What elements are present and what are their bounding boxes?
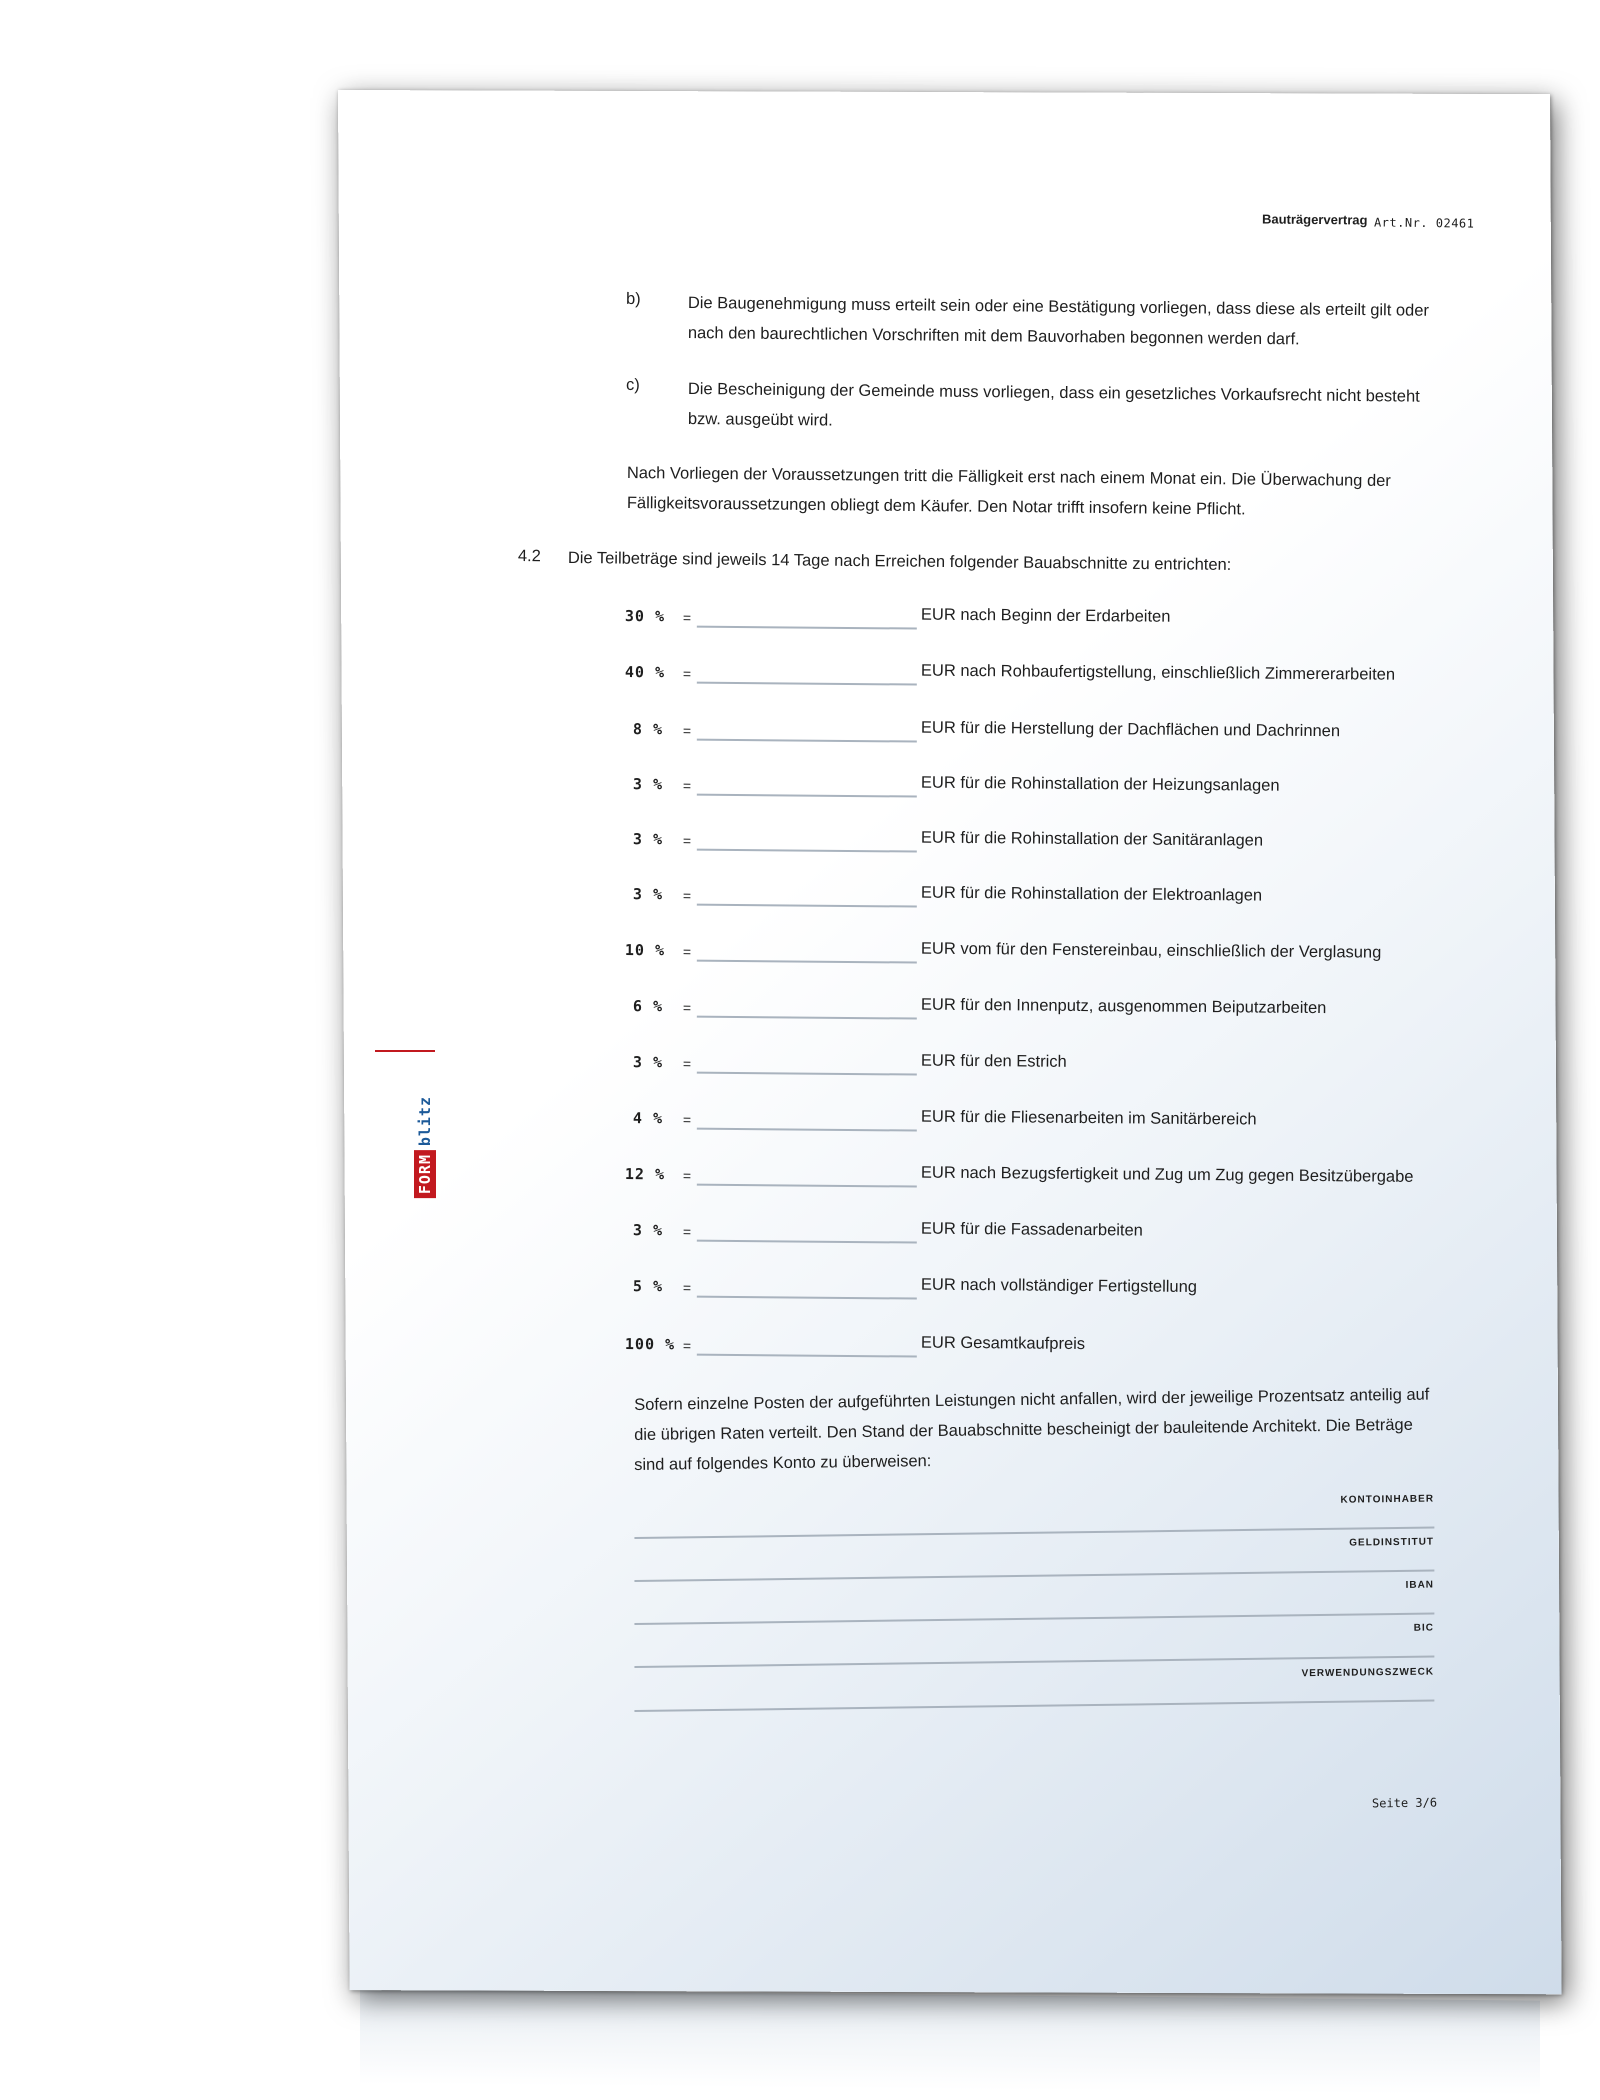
amount-input-line[interactable]: [697, 739, 917, 743]
payment-description: EUR vom für den Fenstereinbau, einschließlich der Verglasung: [920, 939, 1382, 962]
payment-description: EUR für den Estrich: [920, 1051, 1067, 1071]
payment-description: EUR für die Rohinstallation der Heizungsanlagen: [920, 773, 1280, 795]
amount-input-line[interactable]: [697, 682, 917, 686]
equals-sign: =: [682, 832, 692, 849]
paragraph-faelligkeit-line-2: Fälligkeitsvoraussetzungen obliegt dem Käufer. Den Notar trifft insofern keine Pflicht.: [626, 493, 1246, 519]
amount-input-line[interactable]: [697, 1354, 917, 1358]
payment-description: EUR nach Bezugsfertigkeit und Zug um Zug gegen Besitzübergabe: [920, 1163, 1414, 1186]
payment-description: EUR für die Rohinstallation der Elektroanlagen: [920, 883, 1263, 905]
account-field-label: BIC: [1413, 1622, 1435, 1634]
equals-sign: =: [682, 722, 692, 739]
brand-logo-blitz: blitz: [416, 1095, 434, 1146]
payment-description: EUR für die Herstellung der Dachflächen und Dachrinnen: [920, 718, 1341, 741]
payment-percentage: 3 %: [632, 885, 664, 904]
brand-logo-form: FORM: [414, 1150, 436, 1198]
payment-percentage: 100 %: [624, 1335, 676, 1354]
payment-percentage: 8 %: [632, 720, 664, 739]
payment-percentage: 40 %: [624, 663, 666, 682]
payment-percentage: 5 %: [632, 1277, 664, 1296]
paragraph-konto-line-2: die übrigen Raten verteilt. Den Stand der Bauabschnitte bescheinigt der bauleitende Architekt. Die Beträge: [634, 1415, 1413, 1444]
amount-input-line[interactable]: [697, 626, 917, 630]
amount-input-line[interactable]: [697, 794, 917, 798]
item-c-line-1: Die Bescheinigung der Gemeinde muss vorliegen, dass ein gesetzliches Vorkaufsrecht nicht besteht: [687, 379, 1420, 406]
item-c-line-2: bzw. ausgeübt wird.: [687, 409, 833, 430]
equals-sign: =: [682, 887, 692, 904]
equals-sign: =: [682, 999, 692, 1016]
payment-percentage: 10 %: [624, 941, 666, 960]
equals-sign: =: [682, 1055, 692, 1072]
section-number: 4.2: [517, 546, 541, 566]
article-number: Art.Nr. 02461: [1373, 215, 1475, 231]
equals-sign: =: [682, 777, 692, 794]
amount-input-line[interactable]: [697, 960, 917, 964]
section-text: Die Teilbeträge sind jeweils 14 Tage nach Erreichen folgender Bauabschnitte zu entrichten:: [567, 548, 1232, 574]
amount-input-line[interactable]: [697, 1184, 917, 1188]
payment-description: EUR nach vollständiger Fertigstellung: [920, 1275, 1198, 1296]
payment-percentage: 3 %: [632, 1221, 664, 1240]
payment-percentage: 6 %: [632, 997, 664, 1016]
account-field-label: IBAN: [1405, 1579, 1435, 1591]
payment-percentage: 3 %: [632, 830, 664, 849]
amount-input-line[interactable]: [697, 1016, 917, 1020]
equals-sign: =: [682, 943, 692, 960]
amount-input-line[interactable]: [697, 1128, 917, 1132]
equals-sign: =: [682, 1337, 692, 1354]
page-reflection: [360, 1989, 1540, 2095]
payment-description: EUR für den Innenputz, ausgenommen Beiputzarbeiten: [920, 995, 1327, 1018]
payment-percentage: 30 %: [624, 607, 666, 626]
payment-percentage: 12 %: [624, 1165, 666, 1184]
paragraph-konto-line-1: Sofern einzelne Posten der aufgeführten Leistungen nicht anfallen, wird der jeweilige Prozentsatz anteilig auf: [634, 1385, 1430, 1414]
amount-input-line[interactable]: [697, 849, 917, 853]
amount-input-line[interactable]: [697, 1296, 917, 1300]
payment-description: EUR nach Beginn der Erdarbeiten: [920, 605, 1171, 626]
amount-input-line[interactable]: [697, 904, 917, 908]
payment-description: EUR Gesamtkaufpreis: [920, 1333, 1086, 1354]
payment-percentage: 3 %: [632, 775, 664, 794]
page-number: Seite 3/6: [1371, 1795, 1438, 1811]
payment-percentage: 3 %: [632, 1053, 664, 1072]
item-c-label: c): [625, 375, 640, 395]
account-field-label: GELDINSTITUT: [1349, 1536, 1435, 1549]
payment-description: EUR nach Rohbaufertigstellung, einschließlich Zimmererarbeiten: [920, 661, 1396, 684]
paragraph-konto-line-3: sind auf folgendes Konto zu überweisen:: [634, 1452, 932, 1474]
payment-description: EUR für die Fliesenarbeiten im Sanitärbereich: [920, 1107, 1257, 1129]
equals-sign: =: [682, 1167, 692, 1184]
item-b-label: b): [625, 289, 641, 309]
document-title: Bauträgervertrag: [1261, 211, 1368, 228]
equals-sign: =: [682, 1111, 692, 1128]
amount-input-line[interactable]: [697, 1240, 917, 1244]
amount-input-line[interactable]: [697, 1072, 917, 1076]
payment-description: EUR für die Fassadenarbeiten: [920, 1219, 1143, 1240]
paragraph-faelligkeit-line-1: Nach Vorliegen der Voraussetzungen tritt die Fälligkeit erst nach einem Monat ein. Die Überwachung der: [626, 463, 1391, 490]
payment-description: EUR für die Rohinstallation der Sanitäranlagen: [920, 828, 1264, 850]
account-field-label: KONTOINHABER: [1340, 1493, 1435, 1506]
account-field-label: VERWENDUNGSZWECK: [1301, 1666, 1435, 1680]
equals-sign: =: [682, 665, 692, 682]
item-b-line-2: nach den baurechtlichen Vorschriften mit dem Bauvorhaben begonnen werden darf.: [687, 323, 1300, 349]
equals-sign: =: [682, 1223, 692, 1240]
brand-logo: [414, 1048, 436, 1198]
payment-percentage: 4 %: [632, 1109, 664, 1128]
item-b-line-1: Die Baugenehmigung muss erteilt sein oder eine Bestätigung vorliegen, dass diese als erteilt gilt oder: [687, 293, 1430, 320]
equals-sign: =: [682, 609, 692, 626]
equals-sign: =: [682, 1279, 692, 1296]
